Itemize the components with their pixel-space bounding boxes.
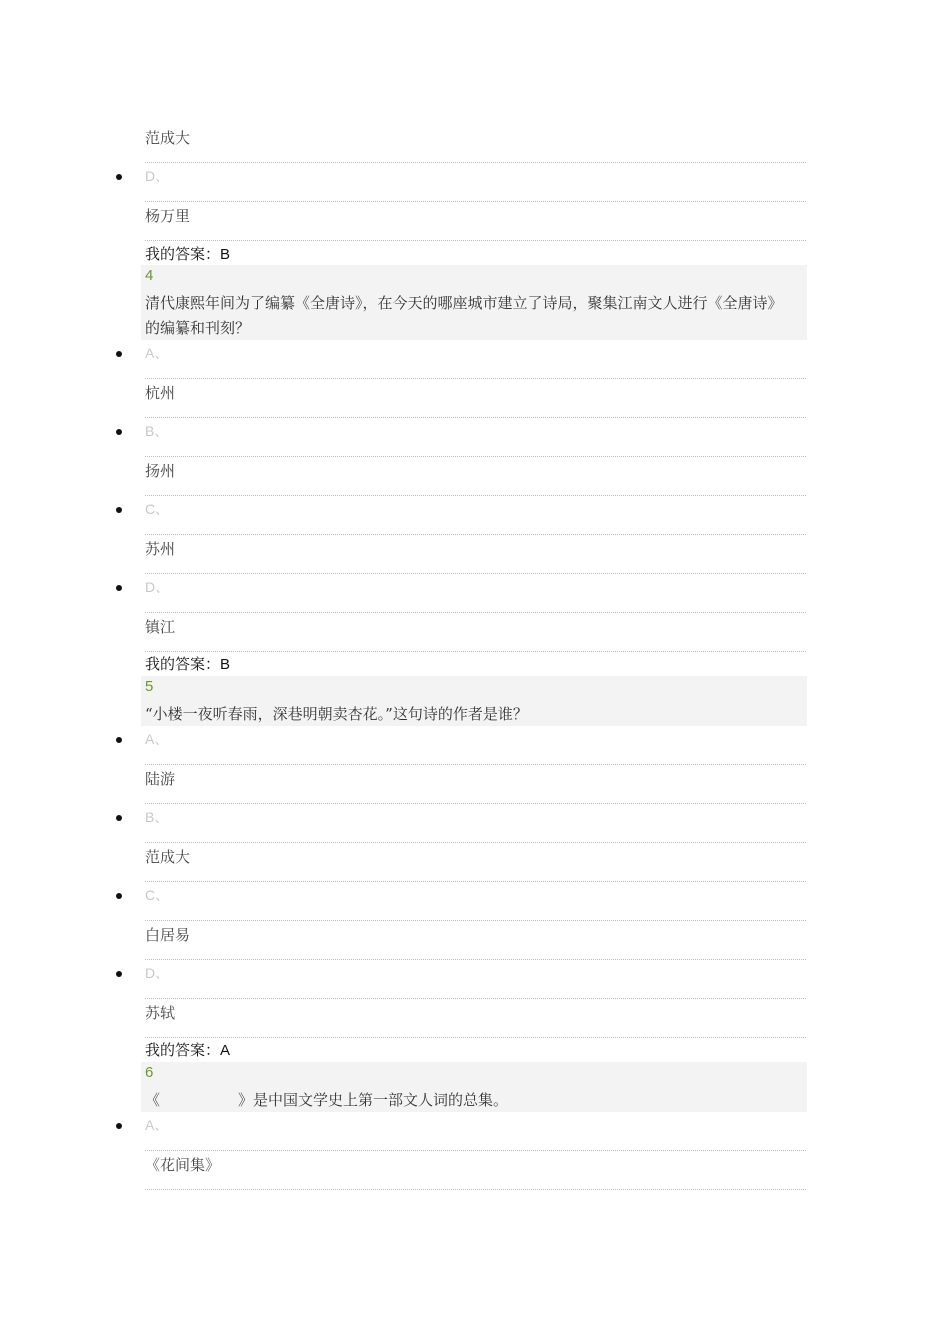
divider bbox=[145, 456, 806, 457]
option-letter[interactable]: A、 bbox=[145, 731, 169, 747]
question-text: “小楼一夜听春雨，深巷明朝卖杏花。”这句诗的作者是谁？ bbox=[145, 705, 528, 723]
divider bbox=[145, 1189, 806, 1190]
bullet-icon bbox=[116, 815, 122, 821]
bullet-icon bbox=[116, 737, 122, 743]
question-number: 6 bbox=[145, 1064, 154, 1081]
bullet-icon bbox=[116, 429, 122, 435]
q3-option-c-text: 范成大 bbox=[145, 129, 191, 147]
bullet-icon bbox=[116, 1123, 122, 1129]
option-letter[interactable]: C、 bbox=[145, 887, 170, 903]
divider bbox=[145, 201, 806, 202]
divider bbox=[145, 573, 806, 574]
divider bbox=[145, 998, 806, 999]
option-letter[interactable]: B、 bbox=[145, 423, 169, 439]
divider bbox=[145, 764, 806, 765]
my-answer-value: B bbox=[220, 246, 231, 263]
my-answer-label: 我的答案： bbox=[145, 245, 221, 263]
option-text: 苏轼 bbox=[145, 1004, 176, 1022]
divider bbox=[145, 417, 806, 418]
option-text: 白居易 bbox=[145, 926, 191, 944]
question-text-before-blank: 《 bbox=[145, 1091, 161, 1109]
question-text bbox=[145, 1088, 795, 1113]
q5-my-answer bbox=[145, 1040, 230, 1061]
bullet-icon bbox=[116, 507, 122, 513]
option-text: 镇江 bbox=[145, 618, 176, 636]
my-answer-label: 我的答案： bbox=[145, 1041, 221, 1059]
my-answer-value: B bbox=[220, 656, 231, 673]
option-text: 苏州 bbox=[145, 540, 176, 558]
q4-my-answer bbox=[145, 654, 230, 675]
option-letter[interactable]: A、 bbox=[145, 1117, 169, 1133]
option-letter[interactable]: D、 bbox=[145, 579, 170, 595]
divider bbox=[145, 1150, 806, 1151]
divider bbox=[145, 495, 806, 496]
question-text: 清代康熙年间为了编纂《全唐诗》，在今天的哪座城市建立了诗局，聚集江南文人进行《全唐诗》的编纂和刊刻？ bbox=[145, 294, 783, 337]
question-block bbox=[141, 265, 807, 340]
option-text: 陆游 bbox=[145, 770, 176, 788]
my-answer-value: A bbox=[220, 1042, 231, 1059]
divider bbox=[145, 378, 806, 379]
divider bbox=[145, 920, 806, 921]
option-text: 扬州 bbox=[145, 462, 176, 480]
divider bbox=[145, 842, 806, 843]
divider bbox=[145, 534, 806, 535]
option-letter[interactable]: A、 bbox=[145, 345, 169, 361]
bullet-icon bbox=[116, 971, 122, 977]
divider bbox=[145, 1037, 806, 1038]
bullet-icon bbox=[116, 585, 122, 591]
option-letter[interactable]: C、 bbox=[145, 501, 170, 517]
question-block bbox=[141, 676, 807, 726]
divider bbox=[145, 240, 806, 241]
divider bbox=[145, 651, 806, 652]
divider bbox=[145, 612, 806, 613]
q3-my-answer bbox=[145, 244, 230, 265]
q3-option-d-text: 杨万里 bbox=[145, 207, 191, 225]
option-text: 杭州 bbox=[145, 384, 176, 402]
question-block bbox=[141, 1062, 807, 1112]
question-number: 4 bbox=[145, 267, 154, 284]
divider bbox=[145, 162, 806, 163]
option-text: 范成大 bbox=[145, 848, 191, 866]
q3-option-d-letter[interactable]: D、 bbox=[145, 168, 170, 184]
question-number: 5 bbox=[145, 678, 154, 695]
question-text-after-blank: 》是中国文学史上第一部文人词的总集。 bbox=[238, 1091, 509, 1109]
bullet-icon bbox=[116, 174, 122, 180]
option-letter[interactable]: D、 bbox=[145, 965, 170, 981]
divider bbox=[145, 881, 806, 882]
divider bbox=[145, 959, 806, 960]
bullet-icon bbox=[116, 893, 122, 899]
my-answer-label: 我的答案： bbox=[145, 655, 221, 673]
bullet-icon bbox=[116, 351, 122, 357]
option-letter[interactable]: B、 bbox=[145, 809, 169, 825]
option-text: 《花间集》 bbox=[145, 1156, 221, 1174]
divider bbox=[145, 803, 806, 804]
